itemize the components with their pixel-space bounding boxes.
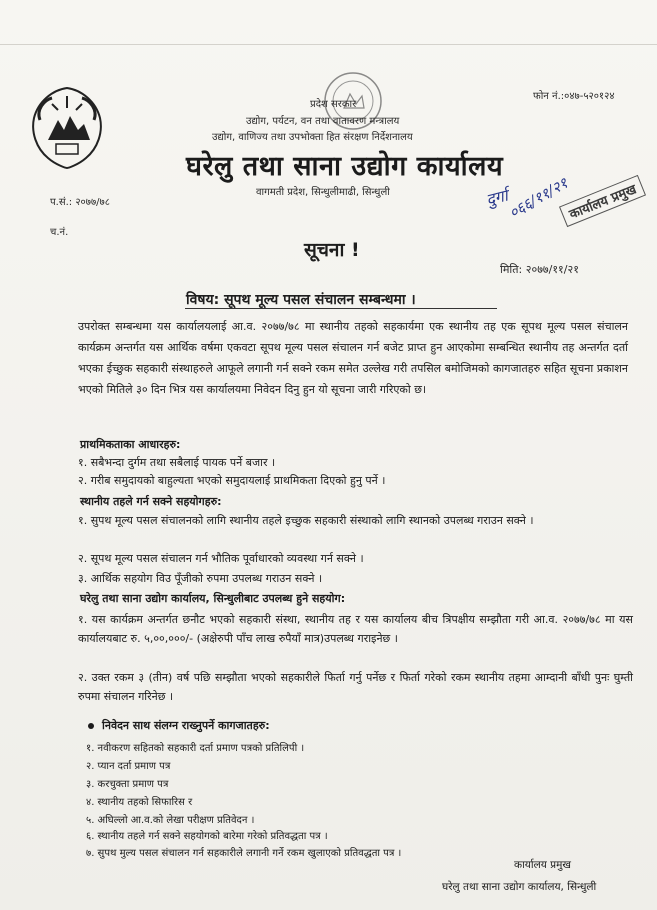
nepal-emblem-icon [22,80,112,172]
handwritten-date: ०६६/११/२१ [505,174,571,222]
office-head-stamp: कार्यालय प्रमुख [559,175,646,227]
document-item: ५. अघिल्लो आ.व.को लेखा परीक्षण प्रतिवेदन । [86,815,255,826]
priority-item: २. गरीब समुदायको बाहुल्यता भएको समुदायलाई प्राथमिकता दिएको हुनु पर्ने । [78,474,386,487]
signatory-office: घरेलु तथा साना उद्योग कार्यालय, सिन्धुली [442,881,597,893]
local-support-heading: स्थानीय तहले गर्न सक्ने सहयोगहरु: [80,495,222,508]
reference-number: प.सं.: २०७७/७८ [50,197,110,208]
office-title: घरेलु तथा साना उद्योग कार्यालय [186,151,504,182]
subject-underline [185,308,497,309]
handwritten-initial: दुर्गा [484,185,510,210]
documents-heading [88,718,270,733]
notice-date: मिति: २०७७/११/२१ [500,263,579,276]
province-government: प्रदेश सरकार [310,99,357,110]
bullet-icon [88,723,94,729]
document-item: १. नवीकरण सहितको सहकारी दर्ता प्रमाण पत्रको प्रतिलिपी । [86,743,305,754]
notice-body: उपरोक्त सम्बन्धमा यस कार्यालयलाई आ.व. २०७७/७८ मा स्थानीय तहको सहकार्यमा एक स्थानीय तह एक सूपथ मूल्य पसल संचालन कार्यक्रम अन्तर्गत यस आर्थिक वर्षमा एकवटा सूपथ मूल्य पसल संचालन गर्न बजेट प्राप्त हुन आएकोमा सम्बन्धित स्थानीय तह अन्तर्गत दर्ता भएका ईच्छुक सहकारी संस्थाहरुले आफूले लगानी गर्न सक्ने रकम समेत उल्लेख गरी तपसिल बमोजिमको कागजातहरु सहित सूचना प्रकाशन भएको मितिले ३० दिन भित्र यस कार्यालयमा निवेदन दिनु हुन यो सूचना जारी गरिएको छ। [78,320,628,396]
office-support-heading: घरेलु तथा साना उद्योग कार्यालय, सिन्धुलीबाट उपलब्ध हुने सहयोग: [80,592,346,605]
office-support-item: २. उक्त रकम ३ (तीन) वर्ष पछि सम्झौता भएको सहकारीले फिर्ता गर्नु पर्नेछ र फिर्ता गरेको रकम स्थानीय तहमा आम्दानी बाँधी पुनः घुम्ती रुपमा संचालन गरिनेछ । [78,671,633,703]
document-item: २. प्यान दर्ता प्रमाण पत्र [86,761,171,772]
documents-heading-text: निवेदन साथ संलग्न राख्नुपर्ने कागजातहरु: [102,719,270,732]
dispatch-number: च.नं. [50,227,69,238]
document-item: ४. स्थानीय तहको सिफारिस र [86,797,193,808]
phone-number: फोन नं.:०४७-५२०१२४ [533,91,615,102]
local-support-item: ३. आर्थिक सहयोग विउ पूँजीको रुपमा उपलब्ध गराउन सक्ने । [78,572,323,585]
local-support-item: २. सूपथ मूल्य पसल संचालन गर्न भौतिक पूर्वाधारको व्यवस्था गर्न सक्ने । [78,552,364,565]
notice-title: सूचना ! [304,239,360,261]
directorate-name: उद्योग, वाणिज्य तथा उपभोक्ता हित संरक्षण निर्देशनालय [212,132,413,143]
office-support-item: १. यस कार्यक्रम अन्तर्गत छनौट भएको सहकारी संस्था, स्थानीय तह र यस कार्यालय बीच त्रिपक्षीय सम्झौता गरी आ.व. २०७७/७८ मा यस कार्यालयबाट रु. ५,००,०००/- (अक्षेरुपी पाँच लाख रुपैयाँ मात्र)उपलब्ध गराइनेछ । [78,613,633,645]
ministry-name: उद्योग, पर्यटन, वन तथा वातावरण मन्त्रालय [246,116,400,127]
document-item: ३. करचुक्ता प्रमाण पत्र [86,779,169,790]
document-item: ६. स्थानीय तहले गर्न सक्ने सहयोगको बारेमा गरेको प्रतिवद्धता पत्र । [86,831,328,842]
notice-subject: विषय: सूपथ मूल्य पसल संचालन सम्बन्धमा । [186,292,416,308]
document-item: ७. सुपथ मुल्य पसल संचालन गर्न सहकारीले लगानी गर्ने रकम खुलाएको प्रतिवद्धता पत्र । [86,848,402,859]
local-support-item: १. सुपथ मूल्य पसल संचालनको लागि स्थानीय तहले इच्छुक सहकारी संस्थाको लागि स्थानको उपलब्ध गराउन सक्ने । [78,514,534,527]
page-fold-line [0,44,657,45]
signatory-title: कार्यालय प्रमुख [514,859,571,871]
priority-item: १. सबैभन्दा दुर्गम तथा सबैलाई पायक पर्ने बजार । [78,456,276,469]
priority-heading: प्राथमिकताका आधारहरु: [80,438,181,451]
office-address: वागमती प्रदेश, सिन्धुलीमाढी, सिन्धुली [256,187,390,198]
